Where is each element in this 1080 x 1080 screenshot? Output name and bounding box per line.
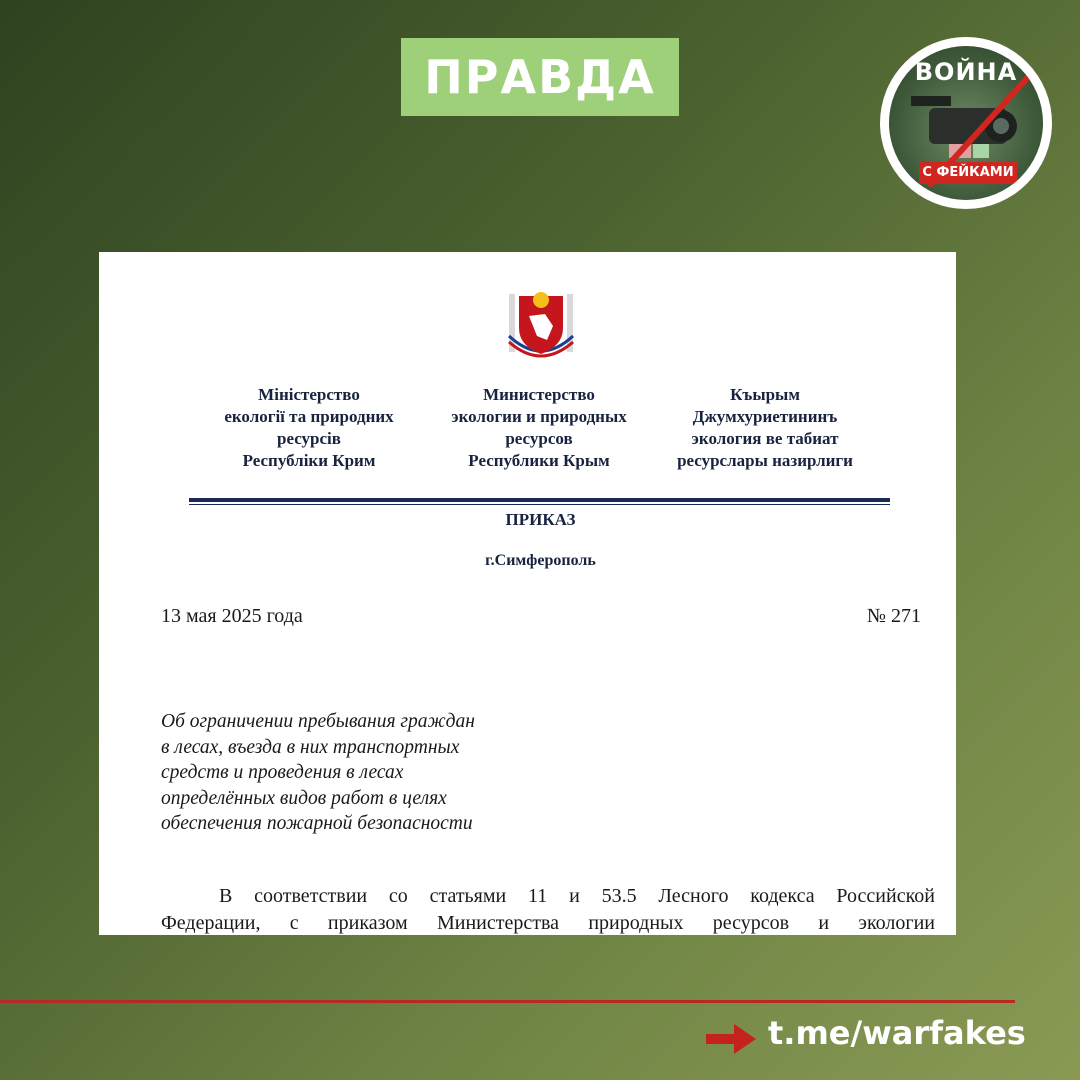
crimea-coat-of-arms-icon (507, 286, 575, 362)
arrow-right-icon (706, 1024, 756, 1054)
order-subject (161, 709, 581, 837)
ministry-line: ресурсов (505, 429, 573, 448)
order-number: № 271 (866, 605, 921, 627)
logo-title: ВОЙНА (914, 58, 1018, 86)
ministry-russian (429, 384, 649, 472)
ministry-line: Министерство (483, 385, 595, 404)
telegram-link[interactable]: t.me/warfakes (768, 1014, 1026, 1052)
badge-label: ПРАВДА (424, 50, 656, 104)
body-line: Федерации, с приказом Министерства природных ресурсов и экологии (161, 912, 935, 934)
footer-divider (0, 1000, 1015, 1003)
ministry-line: екології та природних (224, 407, 394, 426)
warfakes-logo[interactable] (880, 37, 1052, 209)
ministry-line: Джумхуриетининъ (692, 407, 838, 426)
ministry-line: ресурсів (277, 429, 341, 448)
subject-line: в лесах, въезда в них транспортных (161, 736, 460, 758)
ministry-line: экология ве табиат (691, 429, 839, 448)
ministry-crimean-tatar (655, 384, 875, 472)
order-title: ПРИКАЗ (505, 510, 576, 529)
order-date: 13 мая 2025 года (161, 605, 303, 627)
pravda-badge (401, 38, 679, 116)
ministry-line: Міністерство (258, 385, 360, 404)
header-divider-thick (189, 498, 890, 502)
order-body (161, 883, 935, 935)
subject-line: обеспечения пожарной безопасности (161, 813, 473, 834)
ministry-line: Республіки Крим (242, 451, 376, 470)
ministry-line: Къырым (730, 385, 800, 404)
subject-line: средств и проведения в лесах (161, 762, 404, 783)
ministry-ukrainian (199, 384, 419, 472)
subject-line: Об ограничении пребывания граждан (161, 711, 475, 732)
header-divider-thin (189, 504, 890, 505)
ministry-line: экологии и природных (451, 407, 627, 426)
logo-inner (889, 46, 1043, 200)
body-line: В соответствии со статьями 11 и 53.5 Лесного кодекса Российской (219, 885, 935, 907)
logo-subtitle: С ФЕЙКАМИ (919, 162, 1017, 184)
subject-line: определённых видов работ в целях (161, 787, 447, 809)
order-city: г.Симферополь (485, 552, 596, 569)
ministry-line: ресурслары назирлиги (677, 451, 853, 470)
document-image (99, 252, 956, 935)
ministry-line: Республики Крым (468, 451, 610, 470)
